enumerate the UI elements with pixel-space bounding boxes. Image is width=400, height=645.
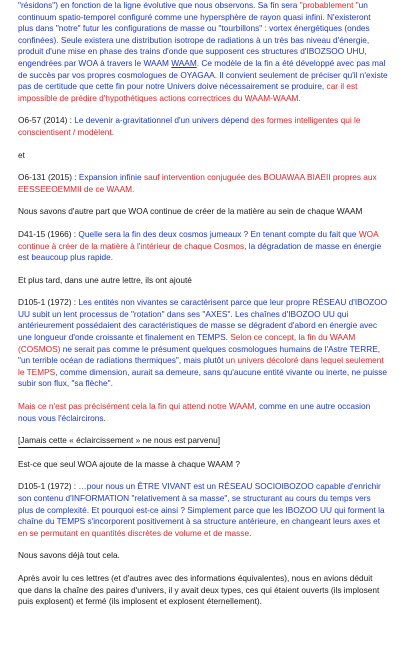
quote-highlight: en se permutant en quantités discrètes de volume et de masse [18,527,250,538]
quote-reference: D105-1 (1972) : [18,481,79,492]
highlight-correction: car il est impossible de prédire d'hypothétiques actions correctrices du WAAM-WAAM. [18,81,358,103]
quote-text: Expansion infinie [78,172,144,183]
quote-d105-1-entities [18,297,388,390]
quote-highlight: sauf intervention conjuguée des BOUAWAA BIAEII propres aux EESSEEOEMMII de ce WAAM. [18,172,377,194]
text-span: Après avoir lu ces lettres (et d'autres avec des informations équivalentes), nous en avions déduit que dans la chaîne des paires d'univers, il y avait deux types, ces qui étaient ouverts (ils implosent puis explosent) et fermé (ils implosent et explosent éternellement). [18,572,380,607]
paragraph-already-known [18,550,388,562]
paragraph-universe-end-model [18,0,388,104]
quote-reference: O6-57 (2014) : [18,115,75,126]
text-span: . Ce modèle de la fin a été développé avec pas mal de succès par vos propres cosmologues de OYAGAA. Il convient seulement de préciser qu'il n'existe pas de certitude que cette fin pour notre Univers doive nécessairement se produire, [18,57,388,92]
quote-text: , comme dimension, aurait sa demeure, sans qu'aucune entité vivante ou inerte, ne puisse subir son flux, "sa flèche". [18,366,388,389]
quote-highlight: un univers décoloré dans lequel seulement le TEMPS [18,355,384,377]
quote-o6-57 [18,115,388,138]
highlight-probablement: "probablement " [299,0,359,10]
quote-highlight: Mais ce n'est pas précisément cela la fin qui attend notre WAAM, [18,401,260,412]
text-span: Nous savons d'autre part que WOA continue de créer de la matière au sein de chaque WAAM [18,206,363,217]
text-span: un continuum spatio-temporel configuré comme une hypersphère de rayon quasi infini. N'existeront plus dans "notre" futur les configurations de masse ou "tourbillons" : vortex énergétiques (ondes confinées). Seule existera une distribution isotrope de radiations à un très bas niveau d'énergie, produit d'une mise en phase des trains d'onde que supposent ces structures d'IBOZSOO UHU, engendrées par WOA à travers le WAAM [18,0,371,68]
text-span: Et plus tard, dans une autre lettre, ils ont ajouté [18,274,192,285]
paragraph-later-letter [18,275,388,287]
quote-text: ne serait pas comme le présument quelques cosmologues humains de l'Astre TERRE, "un terrible océan de radiations thermiques", mais plutôt [18,343,381,366]
quote-text: . [249,527,252,538]
quote-text: comme en une autre occasion nous vous l'éclaircirons. [18,401,371,423]
quote-reference: D41-15 (1966) : [18,228,79,239]
quote-text: Les entités non vivantes se caractérisent parce que leur propre RÉSEAU d'IBOZOO UU subit un lent processus de "rotation" dans ses "AXES". Les chaînes d'IBOZOO UU qui antérieurement possédaient des caractéristiques de masse se dégradent d'abord en énergie avec une longueur d'onde croissante et finalement en TEMPS. [18,297,388,343]
text-span: et [18,149,25,160]
quote-highlight: WOA continue à créer de la matière à l'intérieur de chaque Cosmos [18,228,379,251]
paragraph-et [18,150,388,162]
question-woa-mass [18,459,388,471]
quote-d41-15 [18,229,388,264]
text-span: Est-ce que seul WOA ajoute de la masse à chaque WAAM ? [18,458,240,469]
paragraph-conclusion [18,573,388,608]
quote-text: Le devenir a-gravitationnel d'un univers dépend [74,115,252,126]
quote-reference: O6-131 (2015) : [18,172,79,183]
quote-d105-1-living [18,481,388,539]
bracketed-note: [Jamais cette « éclaircissement » ne nous est parvenu] [18,435,220,448]
text-span: Nous savons déjà tout cela. [18,550,120,561]
quote-highlight: Selon ce concept, la fin du WAAM (COSMOS) [18,332,356,354]
editorial-note [18,435,388,448]
quote-reference: D105-1 (1972) : [18,297,79,308]
paragraph-woa-creates-matter [18,206,388,218]
quote-not-the-end [18,401,388,424]
underlined-waam: WAAM [171,57,197,68]
quote-text: …pour nous un ÊTRE VIVANT est un RÉSEAU SOCIOIBOZOO capable d'enrichir son contenu d'INFORMATION "relativement à sa masse", se structurant au cours du temps vers plus de complexité. Et pourquoi est-ce ainsi ? Simplement parce que les IBOZOO UU qui forment la chaîne du TEMPS s'incorporent positivement à sa structure antérieure, en changeant leurs axes et [18,481,385,527]
quote-o6-131 [18,172,388,195]
quote-text: , la dégradation de masse en énergie est beaucoup plus rapide. [18,240,382,263]
quote-text: Quelle sera la fin des deux cosmos jumeaux ? En tenant compte du fait que [78,228,359,239]
text-span: "résidons") en fonction de la ligne évolutive que nous observons. Sa fin sera [18,0,300,10]
quote-highlight: des formes intelligentes qui le conscientisent / modèlent. [18,115,361,137]
